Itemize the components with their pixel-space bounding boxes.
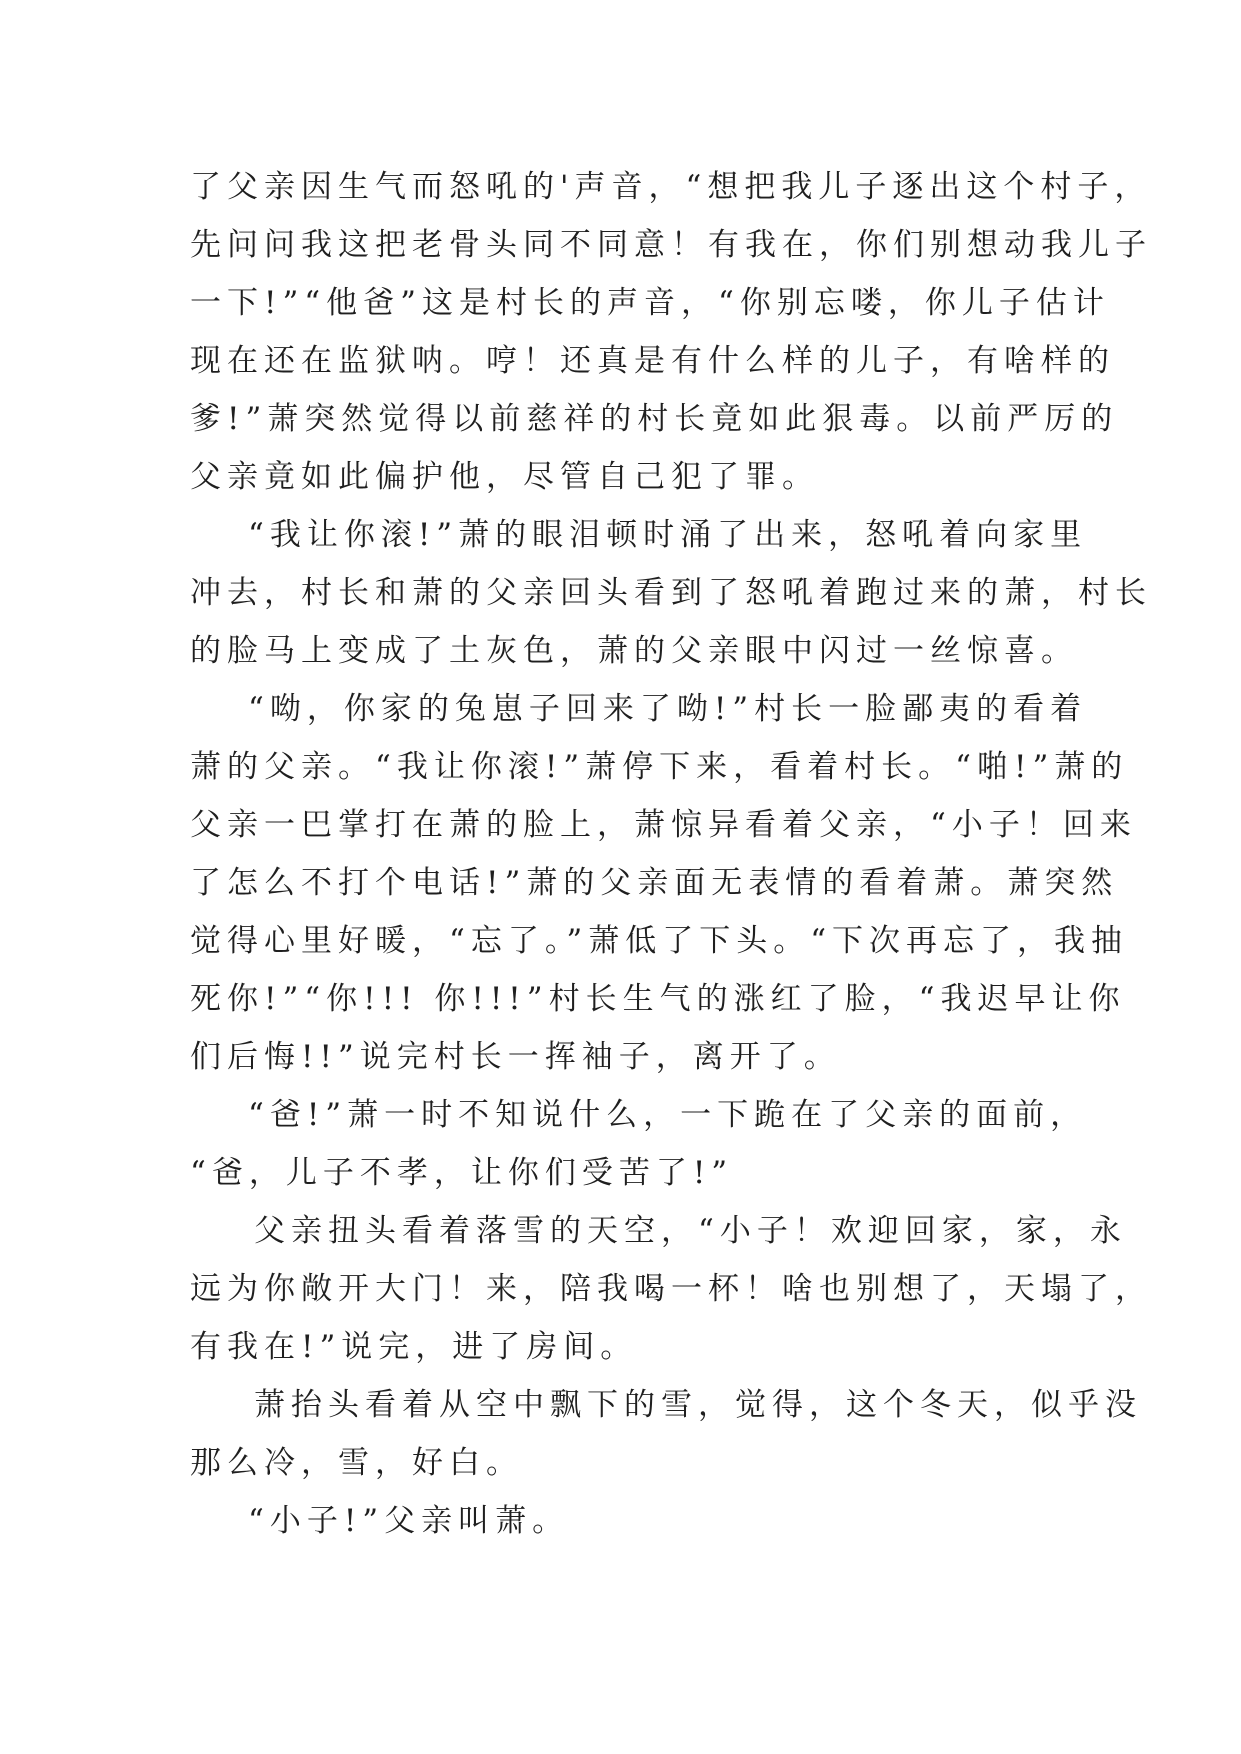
- text-line: 了怎么不打个电话!”萧的父亲面无表情的看着萧。萧突然: [190, 865, 1119, 901]
- text-line: 父亲一巴掌打在萧的脸上，萧惊异看着父亲，“小子！回来: [190, 807, 1137, 843]
- text-line: 父亲扭头看着落雪的天空，“小子！欢迎回家，家，永: [254, 1213, 1127, 1249]
- text-line: 爹!”萧突然觉得以前慈祥的村长竟如此狠毒。以前严厉的: [190, 401, 1119, 437]
- text-line: 们后悔!!”说完村长一挥袖子，离开了。: [190, 1039, 841, 1075]
- text-line: 觉得心里好暖，“忘了。”萧低了下头。“下次再忘了，我抽: [190, 923, 1129, 959]
- text-line: 有我在!”说完，进了房间。: [190, 1329, 638, 1365]
- text-line: 那么冷，雪，好白。: [190, 1445, 523, 1481]
- body-text: [190, 158, 1152, 1550]
- text-line: 先问问我这把老骨头同不同意！有我在，你们别想动我儿子: [190, 227, 1152, 263]
- text-line: 死你!”“你!!! 你!!!”村长生气的涨红了脸，“我迟早让你: [190, 981, 1126, 1017]
- text-line: 萧抬头看着从空中飘下的雪，觉得，这个冬天，似乎没: [254, 1387, 1142, 1423]
- text-line: 一下!”“他爸”这是村长的声音，“你别忘喽，你儿子估计: [190, 285, 1110, 321]
- text-line: “呦，你家的兔崽子回来了呦!”村长一脸鄙夷的看着: [248, 691, 1088, 727]
- text-line: “爸，儿子不孝，让你们受苦了!”: [190, 1155, 734, 1191]
- text-line: 父亲竟如此偏护他，尽管自己犯了罪。: [190, 459, 819, 495]
- text-line: 冲去，村长和萧的父亲回头看到了怒吼着跑过来的萧，村长: [190, 575, 1152, 611]
- text-line: 远为你敞开大门！来，陪我喝一杯！啥也别想了，天塌了，: [190, 1271, 1152, 1307]
- text-line: 萧的父亲。“我让你滚!”萧停下来，看着村长。“啪!”萧的: [190, 749, 1129, 785]
- text-line: “小子!”父亲叫萧。: [248, 1503, 570, 1539]
- text-line: 的脸马上变成了土灰色，萧的父亲眼中闪过一丝惊喜。: [190, 633, 1078, 669]
- text-line: “爸!”萧一时不知说什么，一下跪在了父亲的面前，: [248, 1097, 1088, 1133]
- text-line: 现在还在监狱呐。哼！还真是有什么样的儿子，有啥样的: [190, 343, 1115, 379]
- text-line: “我让你滚!”萧的眼泪顿时涌了出来，怒吼着向家里: [248, 517, 1088, 553]
- text-line: 了父亲因生气而怒吼的'声音，“想把我儿子逐出这个村子，: [190, 169, 1152, 205]
